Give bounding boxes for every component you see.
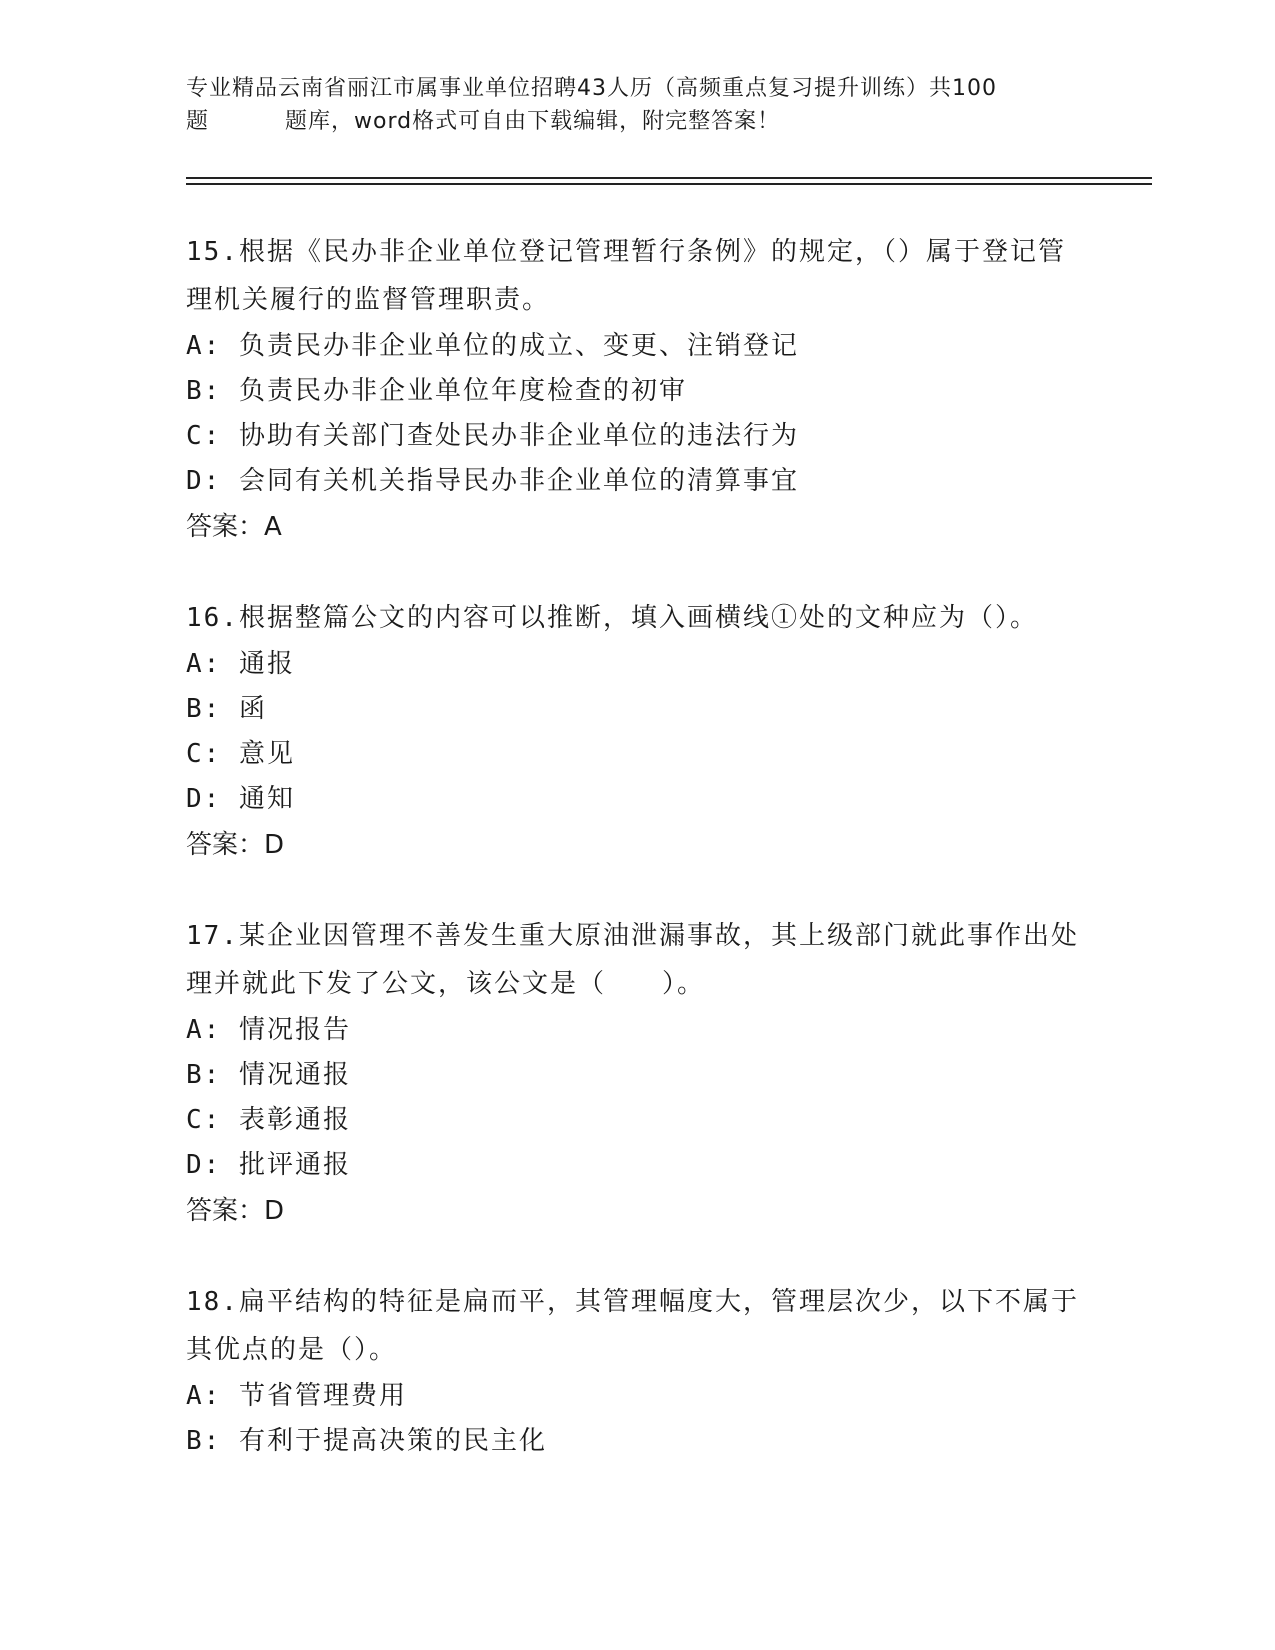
option-a: A: 节省管理费用 xyxy=(186,1381,407,1411)
option-b: B: 有利于提高决策的民主化 xyxy=(186,1426,547,1456)
header-divider-top xyxy=(186,177,1152,179)
option-b: B: 函 xyxy=(186,694,267,724)
question-stem: 17.某企业因管理不善发生重大原油泄漏事故，其上级部门就此事作出处理并就此下发了公文，该公文是（ ）。 xyxy=(186,921,1079,999)
answer-line: 答案：D xyxy=(186,830,285,860)
document-header xyxy=(186,72,1066,138)
header-title-line1: 专业精品云南省丽江市属事业单位招聘43人历（高频重点复习提升训练）共100 xyxy=(186,76,997,101)
question-18 xyxy=(186,1278,1086,1464)
header-title-prefix: 题 xyxy=(186,109,210,134)
question-list xyxy=(186,228,1086,1508)
question-stem: 18.扁平结构的特征是扁而平，其管理幅度大，管理层次少，以下不属于其优点的是（）。 xyxy=(186,1287,1079,1365)
option-d: D: 会同有关机关指导民办非企业单位的清算事宜 xyxy=(186,466,799,496)
option-b: B: 负责民办非企业单位年度检查的初审 xyxy=(186,376,687,406)
option-a: A: 通报 xyxy=(186,649,295,679)
option-c: C: 表彰通报 xyxy=(186,1105,351,1135)
question-stem: 15.根据《民办非企业单位登记管理暂行条例》的规定，（）属于登记管理机关履行的监督管理职责。 xyxy=(186,237,1066,315)
question-16 xyxy=(186,594,1086,868)
option-b: B: 情况通报 xyxy=(186,1060,351,1090)
question-17 xyxy=(186,912,1086,1234)
option-a: A: 情况报告 xyxy=(186,1015,351,1045)
option-d: D: 批评通报 xyxy=(186,1150,351,1180)
header-title-line2 xyxy=(186,105,1066,138)
option-d: D: 通知 xyxy=(186,784,295,814)
option-a: A: 负责民办非企业单位的成立、变更、注销登记 xyxy=(186,331,799,361)
header-divider-bottom xyxy=(186,183,1152,185)
question-15 xyxy=(186,228,1086,550)
option-c: C: 协助有关部门查处民办非企业单位的违法行为 xyxy=(186,421,799,451)
option-c: C: 意见 xyxy=(186,739,295,769)
answer-line: 答案：A xyxy=(186,512,282,542)
header-title-rest: 题库，word格式可自由下载编辑，附完整答案！ xyxy=(285,109,781,134)
question-stem: 16.根据整篇公文的内容可以推断，填入画横线①处的文种应为（）。 xyxy=(186,603,1038,633)
answer-line: 答案：D xyxy=(186,1196,285,1226)
